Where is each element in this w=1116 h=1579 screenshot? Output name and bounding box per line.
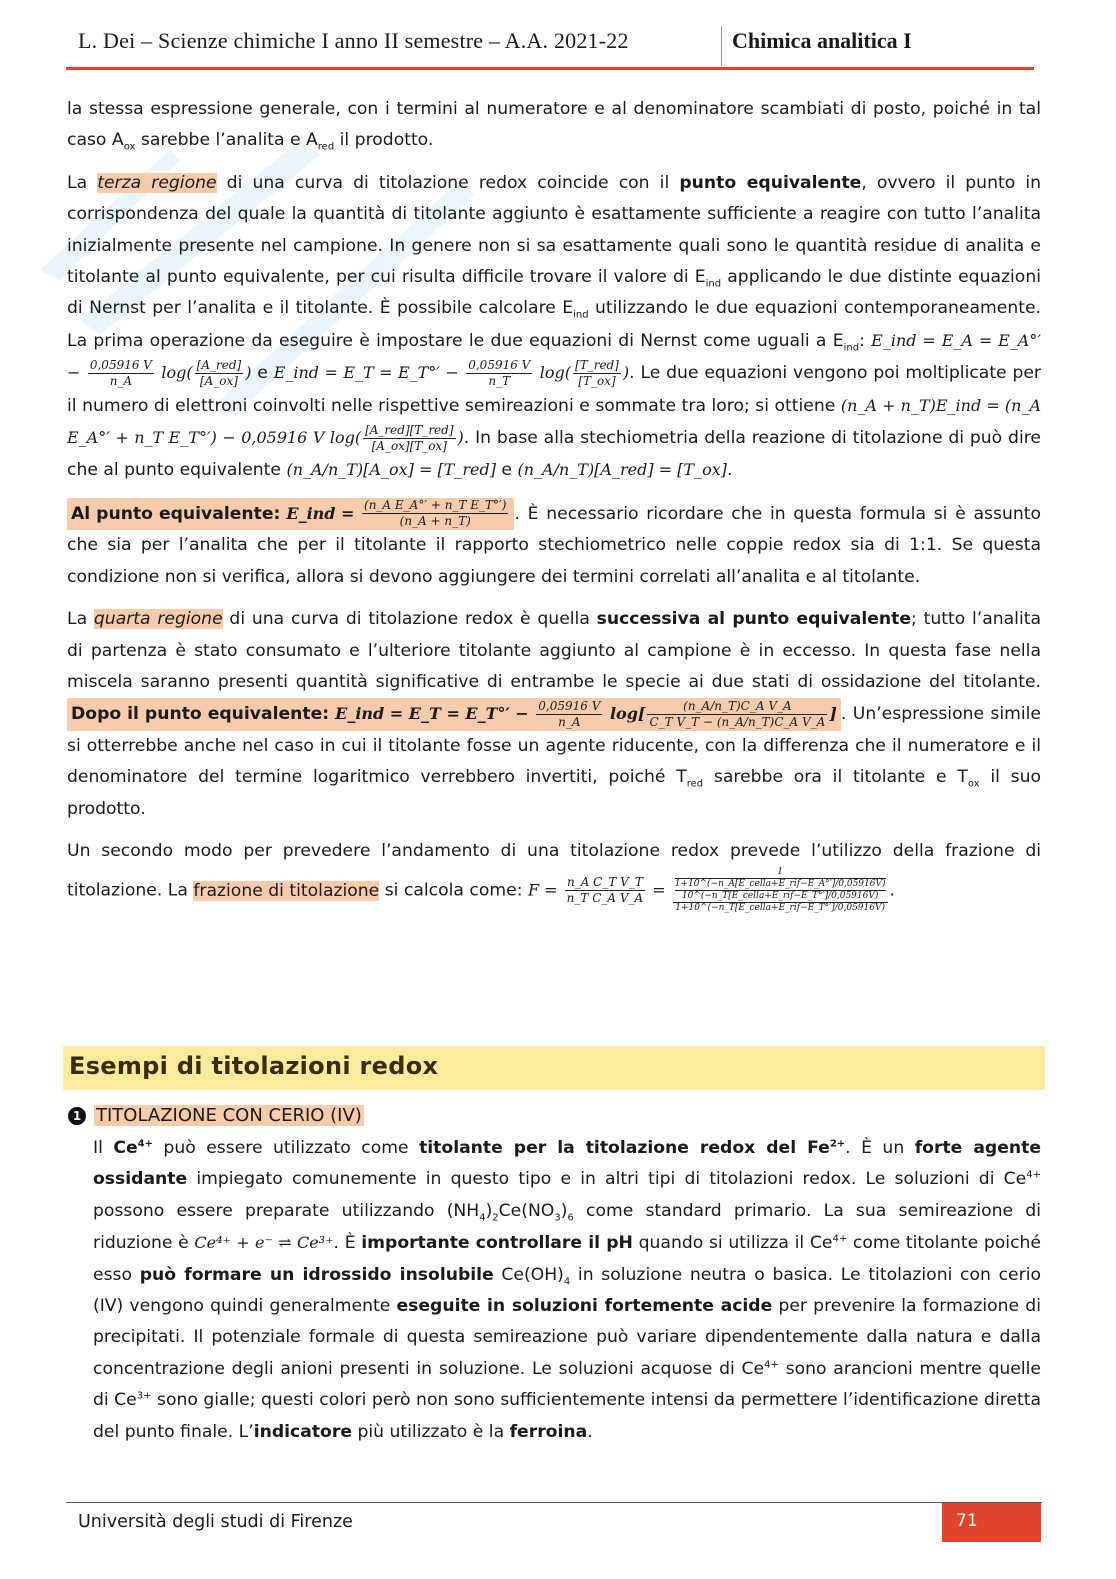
list-item-body (93, 1133, 1041, 1448)
superscript: 4+ (764, 1359, 779, 1371)
fraction (536, 699, 602, 730)
eq-text: (n_A + n_T)E_ind = (n_A E_A°′ + n_T E_T°′) − 0,05916 V log( (67, 395, 1042, 448)
text: la stessa espressione generale, con i termini al numeratore e al denominatore scambiati di posto, poiché in tal caso A (67, 99, 1041, 151)
fraction-den: [T_ox] (578, 374, 616, 389)
text: La (67, 172, 98, 193)
text: ) (560, 1200, 568, 1221)
fraction-num: [A_red] (196, 358, 242, 373)
page-number: 71 (956, 1511, 978, 1531)
highlight-after-equivalence-formula (67, 698, 841, 730)
text: . (889, 880, 895, 901)
bold-ce: Ce (113, 1138, 138, 1158)
bold-idrossido: può formare un idrossido insolubile (139, 1264, 494, 1285)
eq-text: E_ind = (286, 503, 361, 523)
text: Un secondo modo per prevedere l’andamento di una titolazione redox prevede l’utilizzo della frazione di titolazione. La (67, 840, 1041, 901)
bold-forte-ossidante: forte agente ossidante (93, 1138, 1042, 1190)
header-rule (66, 67, 1034, 70)
bold-ferroina: ferroina (509, 1421, 588, 1442)
fraction (647, 699, 827, 730)
paragraph-3 (67, 498, 1041, 593)
frac-mid2: 10^(−n_T[E_cella+E_rif−E_T°′]/0,05916V) (681, 891, 879, 902)
text: di una curva di titolazione redox è quella (222, 609, 597, 630)
equation-ce-reduction: Ce⁴⁺ + e⁻ ⇌ Ce³⁺ (194, 1233, 334, 1253)
header-subject-title: Chimica analitica I (732, 28, 912, 53)
highlight-frazione: frazione di titolazione (193, 880, 380, 901)
fraction-den: [A_ox][T_ox] (371, 439, 447, 454)
text: . È un (845, 1138, 915, 1158)
bold-punto-equivalente: punto equivalente (679, 172, 862, 193)
fraction (88, 358, 154, 389)
text: può essere utilizzato come (152, 1138, 420, 1158)
subscript: ind (573, 309, 589, 321)
text: . In base alla stechiometria della reazione di titolazione di può dire che al punto equivalente (67, 428, 1041, 481)
bold-ph: importante controllare il pH (361, 1233, 633, 1254)
footer-rule (66, 1502, 1042, 1503)
bold-titolante: titolante per la titolazione redox del Fe (419, 1138, 830, 1158)
text: più utilizzato è la (352, 1421, 510, 1442)
text: e (251, 363, 274, 384)
text: il suo prodotto. (67, 767, 1042, 819)
fraction-num: 0,05916 V (468, 358, 531, 373)
fraction-num: 0,05916 V (89, 358, 152, 373)
text: per prevenire la formazione di precipitati. Il potenziale formale di questa semireazione può variare dipendentemente dalla natura e dalla concentrazione degli anioni presenti in soluzione. Le soluzioni acquose di Ce (93, 1296, 1041, 1379)
label: Dopo il punto equivalente: (71, 704, 336, 725)
paragraph-2 (67, 168, 1041, 487)
text: sono gialle; questi colori però non sono sufficientemente intensi da permettere l’identificazione diretta del punto finale. L’ (93, 1390, 1041, 1442)
subscript: 4 (563, 1276, 571, 1288)
footer-university: Università degli studi di Firenze (78, 1512, 353, 1532)
section-title: Esempi di titolazioni redox (69, 1052, 439, 1080)
paragraph-1 (67, 94, 1041, 157)
equation-stoich-2: (n_A/n_T)[A_red] = [T_ox] (517, 460, 727, 480)
text: , ovvero il punto in corrispondenza del quale la quantità di titolante aggiunto è esattamente sufficiente a reagire con tutto l’analita inizialmente presente nel campione. In genere non si sa esattamente quali sono le quantità residue di analita e titolante al punto equivalente, per cui risulta difficile trovare il valore di E (67, 172, 1041, 288)
fraction-den: [A_ox] (199, 374, 238, 389)
fraction-den: n_A (558, 714, 581, 729)
fraction-num: 0,05916 V (538, 698, 601, 713)
eq-text: ) (245, 363, 252, 383)
text: . È necessario ricordare che in questa formula si è assunto che sia per l’analita che per il titolante il rapporto stechiometrico nelle coppie redox sia di 1:1. Se questa condizione non si verifica, allora si devono aggiungere dei termini correlati all’analita e al titolante. (67, 503, 1041, 587)
frac-mid: 1+10^(−n_A[E_cella+E_rif−E_A°′]/0,05916V) (674, 879, 886, 890)
fraction-den: C_T V_T − (n_A/n_T)C_A V_A (649, 714, 826, 729)
subscript: 4 (479, 1212, 486, 1224)
fraction-den: 1+10^(−n_T[E_cella+E_rif−E_T°′]/0,05916V) (675, 903, 885, 914)
numbered-bullet-icon: 1 (68, 1107, 86, 1125)
subscript: red (317, 141, 335, 153)
text: possono essere preparate utilizzando (NH (93, 1200, 480, 1221)
text: Ce(NO (498, 1200, 555, 1221)
subscript: red (686, 778, 704, 790)
text: impiegato comunemente in questo tipo e in altri tipi di titolazioni redox. Le soluzioni di Ce (187, 1169, 1027, 1190)
eq-text: log( (534, 363, 572, 383)
text: sarebbe ora il titolante e T (703, 767, 968, 788)
subscript: ind (843, 342, 860, 354)
text: in soluzione neutra o basica. Le titolazioni con cerio (IV) vengono quindi generalmente (93, 1264, 1041, 1317)
eq-text: E_ind = E_T = E_T°′ − (335, 704, 535, 724)
text: il prodotto. (334, 130, 434, 151)
list-item-heading (68, 1105, 364, 1126)
eq-text: F = (527, 880, 563, 900)
subscript: ox (123, 141, 136, 153)
fraction-num: n_A C_T V_T (565, 875, 646, 891)
equation-nernst-titrant (273, 358, 630, 389)
eq-text: ) (457, 428, 464, 448)
text: quando si utilizza il Ce (632, 1233, 833, 1254)
fraction-den: n_A (109, 374, 133, 389)
list-item-title: TITOLAZIONE CON CERIO (IV) (96, 1105, 362, 1126)
page-number-box (942, 1503, 1041, 1542)
highlight-terza-regione: terza regione (97, 172, 217, 193)
bold-successiva: successiva al punto equivalente (596, 609, 912, 630)
equation-stoich-1: (n_A/n_T)[A_ox] = [T_red] (286, 460, 496, 480)
fraction-num: (n_A E_A°′ + n_T E_T°′) (364, 498, 507, 513)
text: e (495, 460, 518, 481)
fraction-den: n_T (488, 374, 511, 389)
text: sarebbe l’analita e A (135, 130, 318, 151)
text: . (587, 1421, 593, 1442)
fraction-num: [T_red] (575, 358, 619, 373)
text: sono arancioni mentre quelle di Ce (93, 1358, 1041, 1411)
eq-text: E_ind = E_A = E_A°′ − (67, 330, 1041, 383)
superscript: 4+ (832, 1233, 848, 1245)
eq-text: ] (829, 704, 837, 724)
fraction-titration (673, 867, 888, 914)
text: ; tutto l’analita di partenza è stato consumato e l’ulteriore titolante aggiunto al campione è in eccesso. In questa fase nella miscela saranno presenti quantità significative di entrambe le specie ai due stati di ossidazione del titolante. (67, 609, 1041, 692)
text: Il (93, 1138, 114, 1158)
text: si calcola come: (379, 880, 528, 901)
highlight-equivalence-formula (67, 498, 514, 530)
fraction (573, 358, 621, 389)
paragraph-4 (67, 604, 1041, 825)
section-heading (63, 1046, 1045, 1090)
eq-text: E_ind = E_T = E_T°′ − (273, 363, 465, 383)
superscript: 2+ (829, 1138, 846, 1150)
superscript: 4+ (137, 1138, 153, 1150)
fraction-num (673, 867, 888, 903)
fraction (362, 498, 508, 529)
text: applicando le due distinte equazioni di Nernst per l’analita e il titolante. È possibile calcolare E (67, 267, 1041, 319)
text: . Un’espressione simile si otterrebbe anche nel caso in cui il titolante fosse un agente riducente, con la differenza che il numeratore e il denominatore del termine logaritmico verrebbero invertiti, poiché T (67, 704, 1041, 788)
bold-indicatore: indicatore (253, 1421, 352, 1442)
eq-text: log( (155, 363, 193, 383)
header-course-info: L. Dei – Scienze chimiche I anno II semestre – A.A. 2021-22 (78, 28, 629, 53)
highlight-quarta-regione: quarta regione (93, 609, 223, 630)
fraction (466, 358, 532, 389)
eq-text: log[ (604, 704, 646, 724)
text: La (67, 609, 94, 630)
label: Al punto equivalente: (71, 503, 287, 524)
superscript: 4+ (1026, 1169, 1041, 1181)
header-separator (721, 26, 722, 66)
subscript: ox (967, 778, 980, 790)
text: . È (333, 1233, 362, 1254)
text: . (726, 460, 733, 481)
fraction (363, 423, 455, 454)
frac-top: 1 (675, 867, 886, 879)
main-content (67, 94, 1041, 925)
subscript: 3 (554, 1212, 561, 1224)
fraction-num: [A_red][T_red] (365, 423, 454, 438)
fraction-num: (n_A/n_T)C_A V_A (647, 699, 827, 715)
fraction (565, 875, 646, 906)
subscript: ind (705, 278, 722, 290)
text: come titolante poiché esso (93, 1233, 1041, 1285)
text: come standard primario. La sua semireazione di riduzione è (93, 1200, 1041, 1254)
bold-acide: eseguite in soluzioni fortemente acide (396, 1296, 773, 1317)
fraction-den: n_T C_A V_A (566, 891, 644, 906)
paragraph-6 (67, 836, 1041, 914)
eq-text: ) (622, 363, 630, 383)
text: . Le due equazioni vengono poi moltiplicate per il numero di elettroni coinvolti nelle rispettive semireazioni e sommate tra loro; si ottiene (67, 363, 1042, 416)
page-header (66, 22, 1034, 68)
text: Ce(OH) (493, 1264, 564, 1285)
text: utilizzando le due equazioni contemporaneamente. La prima operazione da eseguire è impostare le due equazioni di Nernst come uguali a E (67, 298, 1041, 351)
text: di una curva di titolazione redox coincide con il (216, 172, 680, 193)
subscript: 2 (492, 1212, 499, 1224)
subscript: 6 (567, 1212, 574, 1224)
text: : (859, 330, 872, 351)
superscript: 3+ (136, 1390, 152, 1402)
eq-text: = (647, 880, 671, 900)
fraction (195, 358, 244, 389)
fraction-den: (n_A + n_T) (399, 514, 471, 529)
text: ) (485, 1200, 493, 1221)
